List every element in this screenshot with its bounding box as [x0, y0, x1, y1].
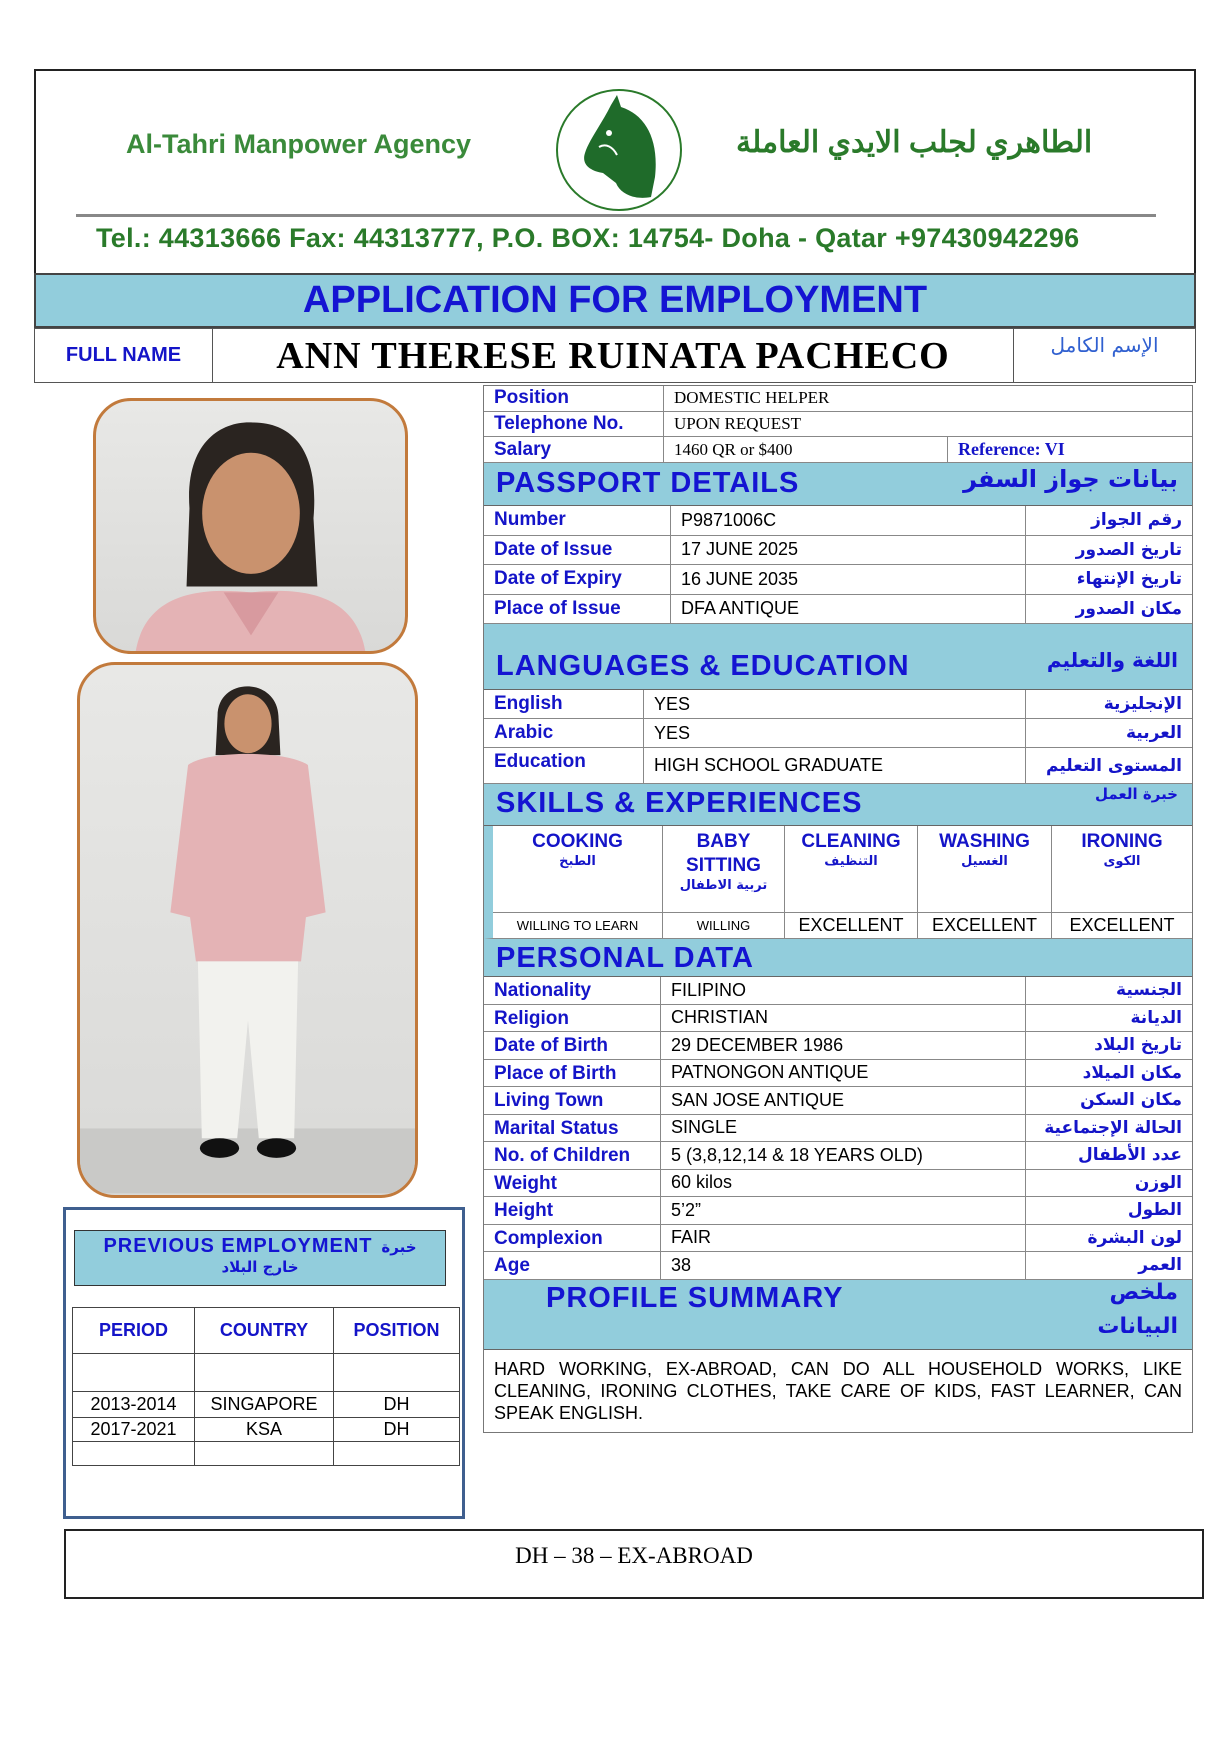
row-label: Marital Status: [484, 1115, 661, 1142]
row-label-ar: رقم الجواز: [1091, 510, 1182, 531]
full-body-image-icon: [80, 665, 415, 1195]
column-header-country: [195, 1308, 334, 1354]
row-label: Age: [484, 1252, 661, 1279]
data-row: [484, 595, 1192, 625]
column-header-position: [334, 1308, 460, 1354]
data-row: [484, 1060, 1192, 1088]
data-row: [484, 1252, 1192, 1280]
data-row: [484, 536, 1192, 566]
skills-section: [484, 784, 1192, 826]
data-row: [484, 1197, 1192, 1225]
row-value: P9871006C: [671, 506, 1026, 535]
personal-section: [484, 939, 1192, 977]
row-label: English: [484, 690, 644, 718]
header-text: COUNTRY: [219, 1320, 309, 1340]
profile-section: [484, 1280, 1192, 1350]
data-row: [484, 748, 1192, 784]
agency-name-en: Al-Tahri Manpower Agency: [126, 129, 472, 159]
skills-section-title: SKILLS & EXPERIENCES: [496, 787, 863, 820]
previous-employment-title-ar: خبرة: [381, 1238, 417, 1256]
passport-section: [484, 463, 1192, 506]
portrait-photo: [93, 398, 408, 654]
profile-title-ar: ملخص: [1109, 1279, 1178, 1305]
row-label: Place of Birth: [484, 1060, 661, 1087]
row-label: Date of Expiry: [484, 565, 671, 594]
positionlabel: Position: [484, 386, 664, 411]
row-value: 29 DECEMBER 1986: [661, 1032, 1026, 1059]
row-label-ar: المستوى التعليم: [1046, 755, 1182, 776]
profile-title: PROFILE SUMMARY: [546, 1281, 844, 1314]
skill-level: WILLING TO LEARN: [516, 918, 639, 934]
data-row: [484, 1115, 1192, 1143]
table-row: [73, 1418, 460, 1442]
data-row: [484, 1225, 1192, 1253]
row-label: Education: [484, 748, 644, 783]
table-cell: SINGAPORE: [195, 1392, 334, 1418]
skill-header: [663, 826, 784, 913]
languages-section: [484, 624, 1192, 690]
skill-name-ar: التنظيف: [824, 854, 878, 870]
row-label-ar: العمر: [1138, 1255, 1182, 1276]
row-value: FAIR: [661, 1225, 1026, 1252]
row-value: 60 kilos: [661, 1170, 1026, 1197]
skill-name: IRONING: [1081, 831, 1163, 853]
profile-summary-text: HARD WORKING, EX-ABROAD, CAN DO ALL HOUSEHOLD WORKS, LIKE CLEANING, IRONING CLOTHES, TAKE CARE OF KIDS, FAST LEARNER, CAN SPEAK ENGLISH.: [494, 1358, 1182, 1423]
skill-name: BABY SITTING: [686, 831, 761, 877]
data-row: [484, 690, 1192, 719]
header-text: POSITION: [353, 1320, 440, 1340]
row-label: Arabic: [484, 719, 644, 747]
agency-name-ar: الطاهري لجلب الايدي العاملة: [736, 126, 1093, 159]
row-label-ar: الإنجليزية: [1103, 694, 1182, 715]
row-value: CHRISTIAN: [661, 1005, 1026, 1032]
info-row: [484, 386, 1192, 412]
row-value: YES: [644, 690, 1026, 718]
row-label: Complexion: [484, 1225, 661, 1252]
full-name-value: ANN THERESE RUINATA PACHECO: [213, 329, 1014, 382]
table-cell: [73, 1442, 195, 1466]
data-row: [484, 1142, 1192, 1170]
skill-level: EXCELLENT: [1069, 915, 1175, 936]
contact-line: Tel.: 44313666 Fax: 44313777, P.O. BOX: 14754- Doha - Qatar +97430942296: [96, 223, 1080, 253]
row-label-ar: الجنسية: [1116, 980, 1182, 1001]
row-label-ar: لون البشرة: [1087, 1227, 1182, 1248]
row-label: Height: [484, 1197, 661, 1224]
table-cell: [334, 1442, 460, 1466]
row-value: 38: [661, 1252, 1026, 1279]
row-label-ar: تاريخ الإنتهاء: [1076, 569, 1182, 590]
row-label: Date of Birth: [484, 1032, 661, 1059]
data-row: [484, 1087, 1192, 1115]
row-label-ar: تاريخ الصدور: [1075, 539, 1182, 560]
table-cell: KSA: [195, 1418, 334, 1442]
data-row: [484, 1032, 1192, 1060]
row-label-ar: مكان الصدور: [1075, 598, 1182, 619]
table-cell: [195, 1442, 334, 1466]
table-row: [73, 1442, 460, 1466]
skill-name-ar: الغسيل: [961, 854, 1008, 870]
table-row: [73, 1354, 460, 1392]
row-label-ar: عدد الأطفال: [1078, 1145, 1182, 1166]
data-row: [484, 977, 1192, 1005]
skill-header: [1052, 826, 1192, 913]
skill-name-ar: الكوى: [1103, 854, 1141, 870]
skill-name-ar: تربية الاطفال: [679, 878, 768, 894]
row-label-ar: الطول: [1127, 1200, 1182, 1221]
skill-level: WILLING: [696, 918, 751, 934]
row-value: 5’2”: [661, 1197, 1026, 1224]
table-cell: [334, 1354, 460, 1392]
row-label-ar: الديانة: [1130, 1007, 1182, 1028]
skill-washing: [918, 826, 1052, 938]
profile-title-ar-2: البيانات: [1097, 1313, 1178, 1339]
table-cell: [195, 1354, 334, 1392]
table-cell: [73, 1354, 195, 1392]
row-label: No. of Children: [484, 1142, 661, 1169]
header-text: PERIOD: [98, 1320, 168, 1340]
data-row: [484, 565, 1192, 595]
previous-employment-box: [63, 1207, 465, 1519]
skill-name: WASHING: [939, 831, 1030, 853]
skill-name-ar: الطبخ: [559, 854, 596, 870]
table-cell: DH: [334, 1392, 460, 1418]
row-label: Number: [484, 506, 671, 535]
page-title: APPLICATION FOR EMPLOYMENT: [34, 273, 1196, 328]
info-value: UPON REQUEST: [674, 414, 802, 434]
info-row: [484, 412, 1192, 438]
passport-section-title: PASSPORT DETAILS: [496, 467, 800, 500]
column-header-period: [73, 1308, 195, 1354]
row-value: 5 (3,8,12,14 & 18 YEARS OLD): [661, 1142, 1026, 1169]
row-value: DFA ANTIQUE: [671, 595, 1026, 624]
skill-cleaning: [785, 826, 918, 938]
row-label-ar: الحالة الإجتماعية: [1044, 1117, 1182, 1138]
details-panel: [483, 385, 1193, 1433]
row-label-ar: العربية: [1125, 723, 1182, 744]
horse-head-logo-icon: [551, 85, 687, 215]
portrait-image-icon: [96, 401, 405, 651]
previous-employment-table: [72, 1307, 460, 1466]
reference-value: Reference: VI: [958, 439, 1065, 460]
row-value: FILIPINO: [661, 977, 1026, 1004]
table-cell: 2017-2021: [73, 1418, 195, 1442]
telephone-no-label: Telephone No.: [484, 412, 664, 437]
table-cell: DH: [334, 1418, 460, 1442]
passport-section-title-ar: بيانات جواز السفر: [963, 465, 1178, 494]
row-value: YES: [644, 719, 1026, 747]
row-value: SINGLE: [661, 1115, 1026, 1142]
skill-header: [918, 826, 1051, 913]
languages-section-title: LANGUAGES & EDUCATION: [496, 650, 910, 683]
table-header-row: [73, 1308, 460, 1354]
row-label: Religion: [484, 1005, 661, 1032]
skill-cooking: [493, 826, 663, 938]
skill-ironing: [1052, 826, 1192, 938]
data-row: [484, 506, 1192, 536]
row-value: HIGH SCHOOL GRADUATE: [644, 748, 1026, 783]
footer-code: DH – 38 – EX-ABROAD: [64, 1529, 1204, 1599]
previous-employment-title-ar-2: خارج البلاد: [221, 1258, 299, 1276]
full-name-label: FULL NAME: [35, 329, 213, 382]
row-label: Nationality: [484, 977, 661, 1004]
skill-name: COOKING: [532, 831, 623, 853]
data-row: [484, 1170, 1192, 1198]
row-label-ar: مكان الميلاد: [1082, 1062, 1182, 1083]
row-value: PATNONGON ANTIQUE: [661, 1060, 1026, 1087]
row-label: Date of Issue: [484, 536, 671, 565]
data-row: [484, 1005, 1192, 1033]
skills-section-title-ar: خبرة العمل: [1094, 785, 1178, 804]
previous-employment-header: [74, 1230, 446, 1286]
letterhead: [34, 69, 1196, 273]
skills-table: [484, 826, 1192, 939]
row-label: Weight: [484, 1170, 661, 1197]
skill-header: [493, 826, 662, 913]
data-row: [484, 719, 1192, 748]
skill-header: [785, 826, 917, 913]
full-name-row: [34, 328, 1196, 383]
full-body-photo: [77, 662, 418, 1198]
skill-baby-sitting: [663, 826, 785, 938]
skill-name: CLEANING: [801, 831, 901, 853]
table-row: [73, 1392, 460, 1418]
info-value: DOMESTIC HELPER: [674, 388, 830, 408]
row-value: SAN JOSE ANTIQUE: [661, 1087, 1026, 1114]
row-label-ar: تاريخ البلاد: [1094, 1035, 1182, 1056]
previous-employment-title: PREVIOUS EMPLOYMENT: [103, 1235, 373, 1257]
row-label-ar: الوزن: [1134, 1172, 1182, 1193]
table-cell: 2013-2014: [73, 1392, 195, 1418]
full-name-label-ar: الإسم الكامل: [1050, 333, 1159, 357]
header-divider: [76, 214, 1156, 217]
row-label-ar: مكان السكن: [1080, 1090, 1182, 1111]
row-value: 17 JUNE 2025: [671, 536, 1026, 565]
languages-section-title-ar: اللغة والتعليم: [1046, 648, 1178, 673]
personal-section-title: PERSONAL DATA: [496, 942, 754, 975]
info-value: 1460 QR or $400: [664, 437, 948, 462]
salarylabel: Salary: [484, 437, 664, 462]
info-row: [484, 437, 1192, 463]
row-label: Living Town: [484, 1087, 661, 1114]
skill-level: EXCELLENT: [931, 915, 1038, 936]
row-label: Place of Issue: [484, 595, 671, 624]
skill-level: EXCELLENT: [798, 915, 904, 936]
row-value: 16 JUNE 2035: [671, 565, 1026, 594]
